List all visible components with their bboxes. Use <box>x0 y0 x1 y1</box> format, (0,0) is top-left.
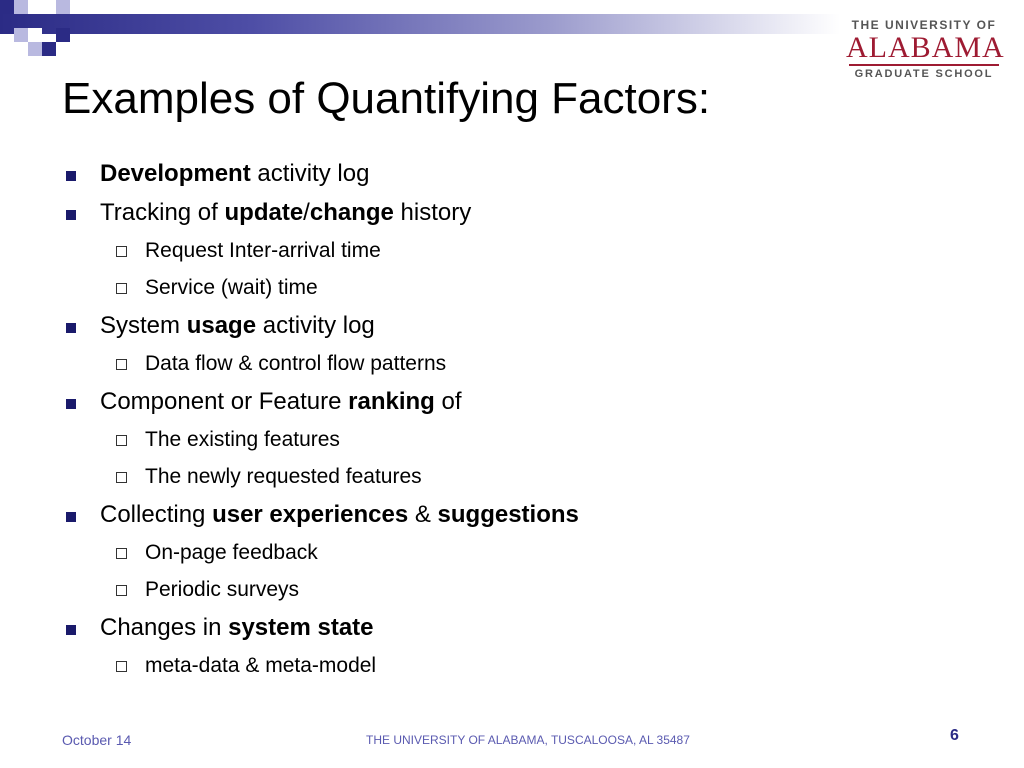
hollow-square-bullet-icon <box>116 472 127 483</box>
bullet-item: System usage activity log <box>0 312 840 340</box>
hollow-square-bullet-icon <box>116 585 127 596</box>
hollow-square-bullet-icon <box>116 435 127 446</box>
slide-number: 6 <box>950 727 959 744</box>
sub-bullet-item: Service (wait) time <box>0 275 840 300</box>
logo-line-3: GRADUATE SCHOOL <box>854 68 994 80</box>
hollow-square-bullet-icon <box>116 283 127 294</box>
square-bullet-icon <box>66 512 76 522</box>
decor-square <box>28 0 42 14</box>
sub-bullet-item: Periodic surveys <box>0 577 840 602</box>
footer-date: October 14 <box>62 732 132 748</box>
sub-bullet-item: The newly requested features <box>0 464 840 489</box>
slide-title: Examples of Quantifying Factors: <box>62 74 711 123</box>
header-gradient-band <box>0 14 840 34</box>
square-bullet-icon <box>66 171 76 181</box>
square-bullet-icon <box>66 323 76 333</box>
bullet-item: Development activity log <box>0 160 840 188</box>
logo-line-1: THE UNIVERSITY OF <box>851 18 997 32</box>
decor-square <box>0 0 14 14</box>
bullet-item: Changes in system state <box>0 614 840 642</box>
decor-square <box>14 28 28 42</box>
square-bullet-icon <box>66 210 76 220</box>
decor-square <box>56 0 70 14</box>
sub-bullet-item: Data flow & control flow patterns <box>0 351 840 376</box>
decor-square <box>14 0 28 14</box>
bullet-item: Tracking of update/change history <box>0 199 840 227</box>
bullet-emphasis: ranking <box>348 388 435 415</box>
decor-square <box>28 28 42 42</box>
hollow-square-bullet-icon <box>116 246 127 257</box>
sub-bullet-item: Request Inter-arrival time <box>0 238 840 263</box>
decor-square <box>42 42 56 56</box>
bullet-emphasis: suggestions <box>437 501 579 528</box>
decor-square <box>28 42 42 56</box>
hollow-square-bullet-icon <box>116 661 127 672</box>
bullet-list <box>0 160 840 690</box>
bullet-emphasis: change <box>309 199 394 226</box>
hollow-square-bullet-icon <box>116 359 127 370</box>
bullet-emphasis: update <box>224 199 304 226</box>
bullet-emphasis: Development <box>100 160 251 187</box>
bullet-item: Component or Feature ranking of <box>0 388 840 416</box>
bullet-emphasis: user experiences <box>212 501 409 528</box>
hollow-square-bullet-icon <box>116 548 127 559</box>
bullet-item: Collecting user experiences & suggestions <box>0 501 840 529</box>
logo-wordmark: ALABAMA <box>846 31 1005 64</box>
sub-bullet-item: The existing features <box>0 427 840 452</box>
footer-institution: THE UNIVERSITY OF ALABAMA, TUSCALOOSA, AL 35487 <box>366 733 690 747</box>
bullet-emphasis: usage <box>186 312 257 339</box>
university-logo <box>846 18 1005 92</box>
bullet-emphasis: system state <box>228 614 374 641</box>
square-bullet-icon <box>66 399 76 409</box>
square-bullet-icon <box>66 625 76 635</box>
decor-square <box>56 28 70 42</box>
sub-bullet-item: On-page feedback <box>0 540 840 565</box>
sub-bullet-item: meta-data & meta-model <box>0 653 840 678</box>
